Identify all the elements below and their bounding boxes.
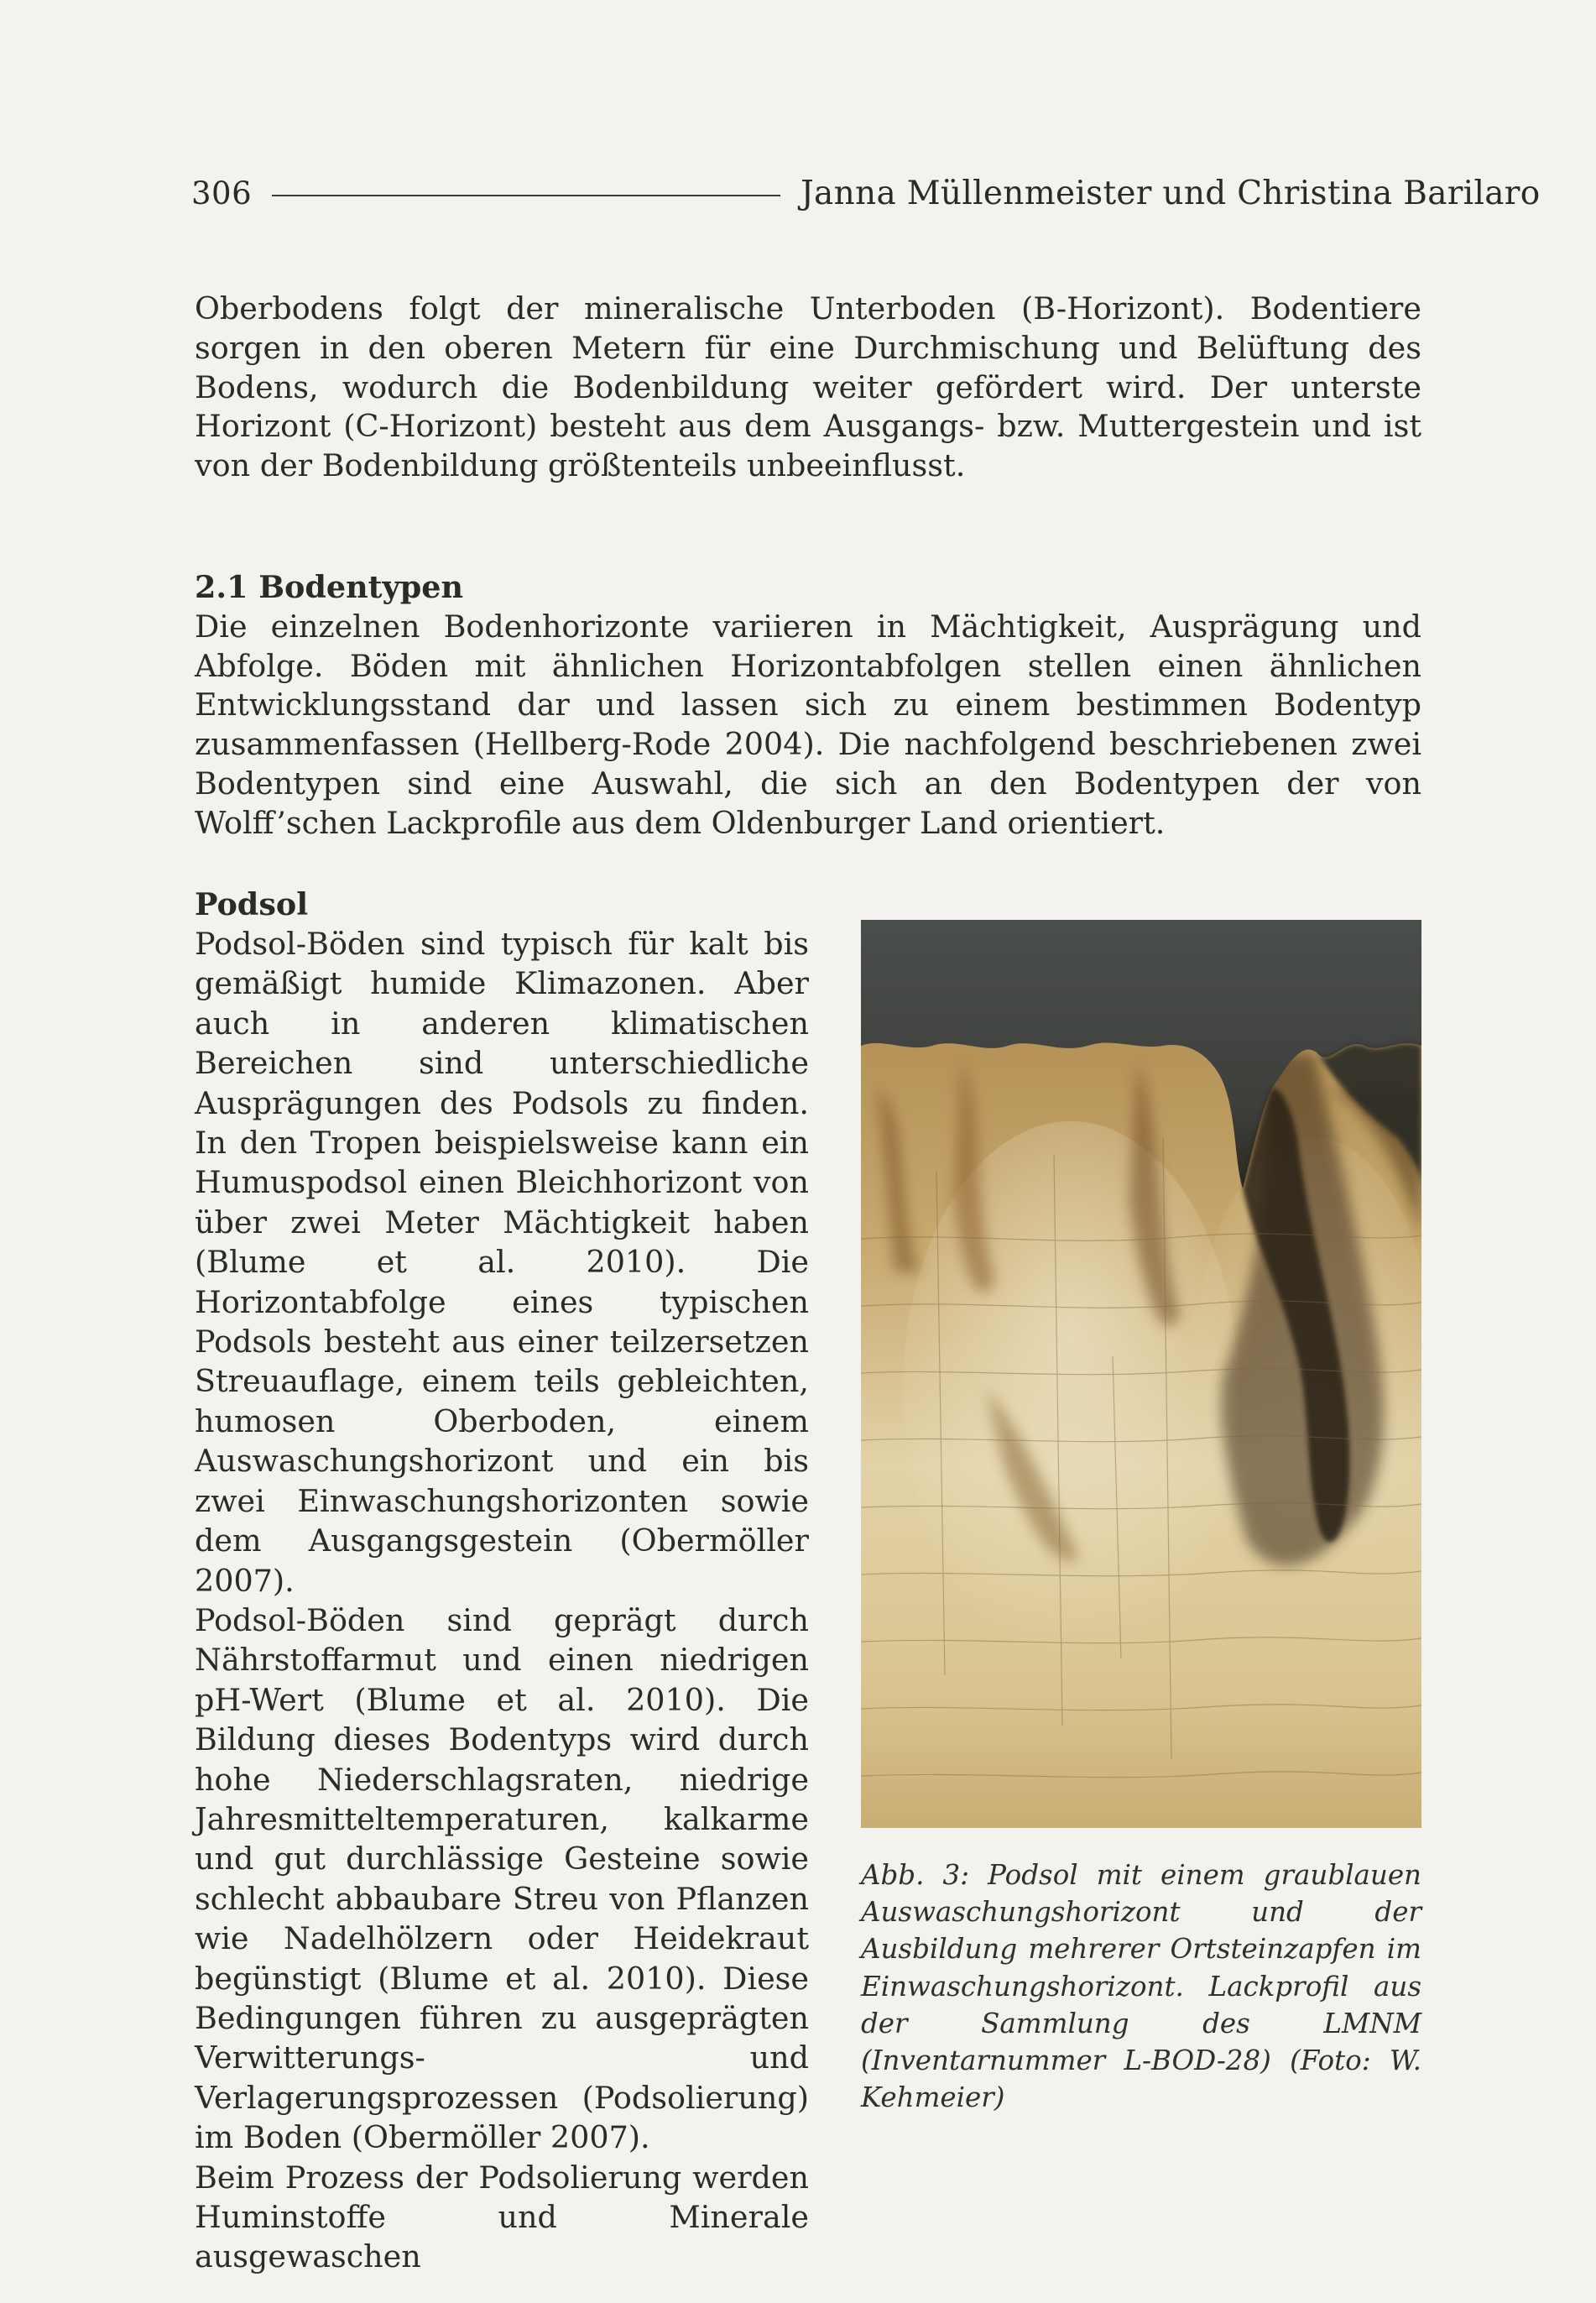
podsol-paragraph-2: Podsol-Böden sind geprägt durch Nährstoffarmut und einen niedrigen pH-Wert (Blume et al. 2010). Die Bildung dieses Bodentyps wird durch hohe Niederschlagsraten, niedrige Jahresmitteltemperaturen, kalkarme und gut durchlässige Gesteine sowie schlecht abbaubare Streu von Pflanzen wie Nadelhölzern oder Heidekraut begünstigt (Blume et al. 2010). Diese Bedingungen führen zu ausgeprägten Verwitterungs- und Verlagerungsprozessen (Podsolierung) im Boden (Obermöller 2007).: [195, 1601, 809, 2156]
section-bodentypen: [195, 568, 1421, 843]
podsol-soil-profile-photo: [861, 920, 1421, 1828]
header-authors: Janna Müllenmeister und Christina Barilaro: [801, 174, 1541, 212]
page-number: 306: [191, 175, 253, 212]
figure-caption: Abb. 3: Podsol mit einem graublauen Auswaschungshorizont und der Ausbildung mehrerer Ortsteinzapfen im Einwaschungshorizont. Lackprofil aus der Sammlung des LMNM (Inventarnummer L-BOD-28) (Foto: W. Kehmeier): [861, 1859, 1421, 2114]
section-heading: 2.1 Bodentypen: [195, 569, 464, 605]
header-rule: [272, 195, 780, 196]
podsol-paragraph-1: Podsol-Böden sind typisch für kalt bis gemäßigt humide Klimazonen. Aber auch in anderen klimatischen Bereichen sind unterschiedliche Ausprägungen des Podsols zu finden. In den Tropen beispielsweise kann ein Humuspodsol einen Bleichhorizont von über zwei Meter Mächtigkeit haben (Blume et al. 2010). Die Horizontabfolge eines typischen Podsols besteht aus einer teilzersetzen Streuauflage, einem teils gebleichten, humosen Oberboden, einem Auswaschungshorizont und ein bis zwei Einwaschungshorizonten sowie dem Ausgangsgestein (Obermöller 2007).: [195, 926, 809, 1599]
section-podsol: [195, 885, 809, 2277]
section-paragraph: Die einzelnen Bodenhorizonte variieren in Mächtigkeit, Ausprägung und Abfolge. Böden mit ähnlichen Horizontabfolgen stellen einen ähnlichen Entwicklungsstand dar und lassen sich zu einem bestimmen Bodentyp zusammenfassen (Hellberg-Rode 2004). Die nachfolgend beschriebenen zwei Bodentypen sind eine Auswahl, die sich an den Bodentypen der von Wolff’schen Lackprofile aus dem Oldenburger Land orientiert.: [195, 608, 1421, 841]
intro-paragraph: Oberbodens folgt der mineralische Unterboden (B-Horizont). Bodentiere sorgen in den oberen Metern für eine Durchmischung und Belüftung des Bodens, wodurch die Bodenbildung weiter gefördert wird. Der unterste Horizont (C-Horizont) besteht aus dem Ausgangs- bzw. Muttergestein und ist von der Bodenbildung größtenteils unbeeinflusst.: [195, 290, 1421, 484]
podsol-heading: Podsol: [195, 886, 309, 922]
podsol-paragraph-3: Beim Prozess der Podsolierung werden Huminstoffe und Minerale ausgewaschen: [195, 2159, 809, 2275]
running-header: [191, 168, 1541, 218]
intro-paragraph-block: [195, 290, 1421, 486]
soil-profile-illustration: [861, 920, 1421, 1828]
